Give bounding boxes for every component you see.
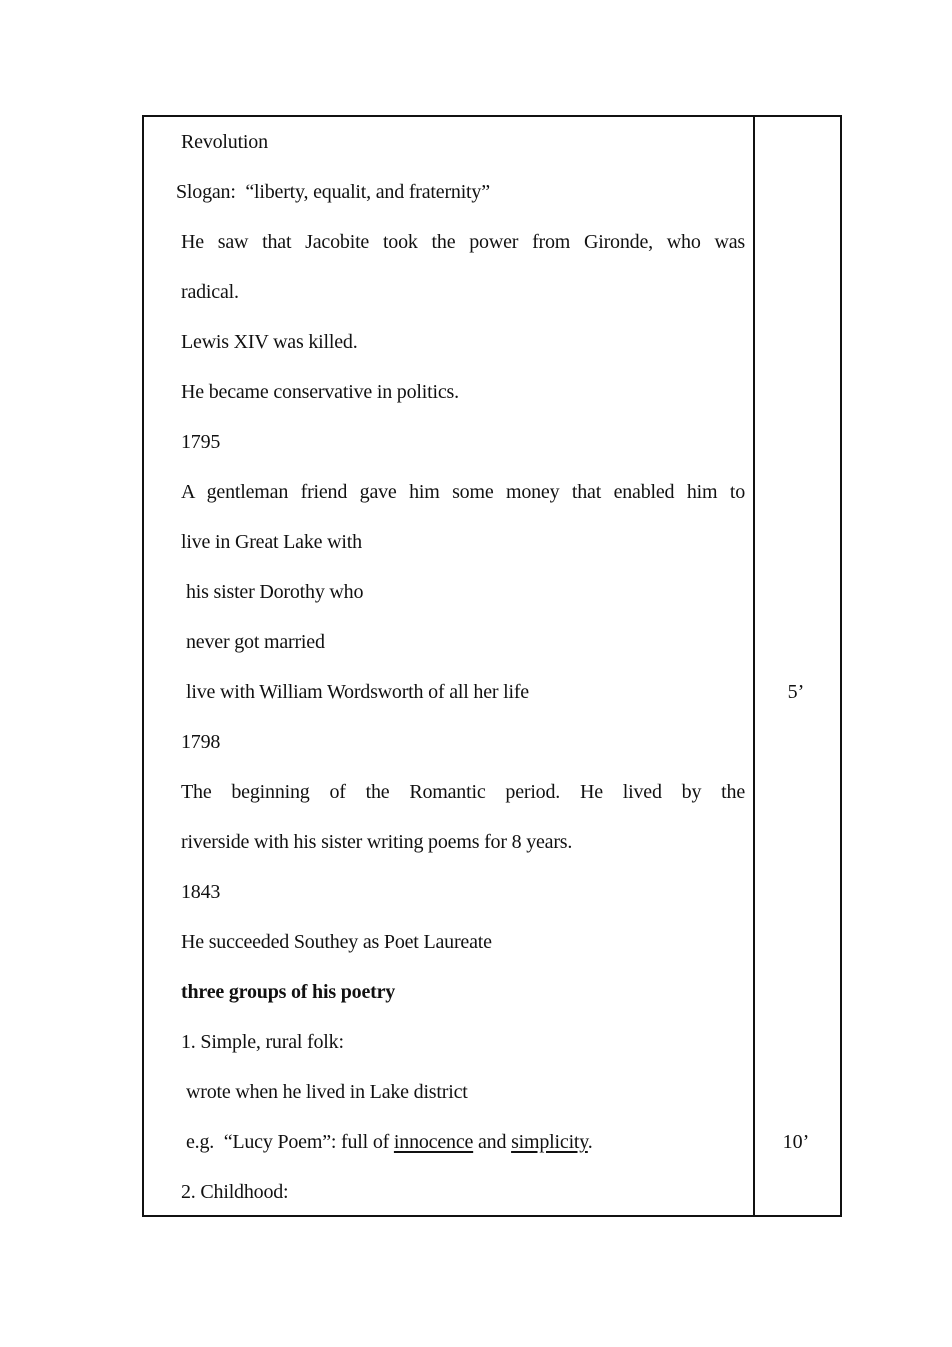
year-label: 1843 — [181, 881, 221, 903]
year-label: 1798 — [181, 731, 221, 753]
text-line: He became conservative in politics. — [181, 381, 459, 403]
underlined-word-innocence: innocence — [393, 1131, 474, 1153]
text-line: live in Great Lake with — [181, 531, 362, 553]
example-line — [186, 1130, 593, 1154]
year-label: 1795 — [181, 431, 221, 453]
text-line: 1. Simple, rural folk: — [181, 1031, 344, 1053]
text-line: never got married — [186, 631, 325, 653]
text-line: radical. — [181, 281, 239, 303]
text-line: riverside with his sister writing poems for 8 years. — [181, 831, 573, 853]
slogan-label — [176, 180, 490, 204]
section-heading: three groups of his poetry — [181, 981, 396, 1003]
text-line: He succeeded Southey as Poet Laureate — [181, 931, 492, 953]
time-allocation: 10’ — [782, 1131, 810, 1153]
example-title: “Lucy Poem”: full of — [223, 1131, 390, 1153]
text-line: wrote when he lived in Lake district — [186, 1081, 468, 1103]
example-and: and — [477, 1131, 507, 1153]
column-divider — [753, 115, 755, 1217]
text-line: live with William Wordsworth of all her life — [186, 681, 529, 703]
example-period: . — [587, 1131, 593, 1153]
time-allocation: 5’ — [787, 681, 805, 703]
text-line: He saw that Jacobite took the power from Gironde, who was — [181, 231, 745, 253]
underlined-word-simplicity: simplicity — [511, 1131, 588, 1153]
slogan-text: “liberty, equalit, and fraternity” — [245, 181, 490, 203]
text-line: 2. Childhood: — [181, 1181, 289, 1203]
text-line: Revolution — [181, 131, 268, 153]
text-line: A gentleman friend gave him some money that enabled him to — [181, 481, 745, 503]
example-prefix: e.g. — [186, 1131, 215, 1153]
text-line: his sister Dorothy who — [186, 581, 364, 603]
text-line: The beginning of the Romantic period. He lived by the — [181, 781, 745, 803]
text-line: Lewis XIV was killed. — [181, 331, 358, 353]
slogan-prefix: Slogan: — [176, 181, 236, 203]
